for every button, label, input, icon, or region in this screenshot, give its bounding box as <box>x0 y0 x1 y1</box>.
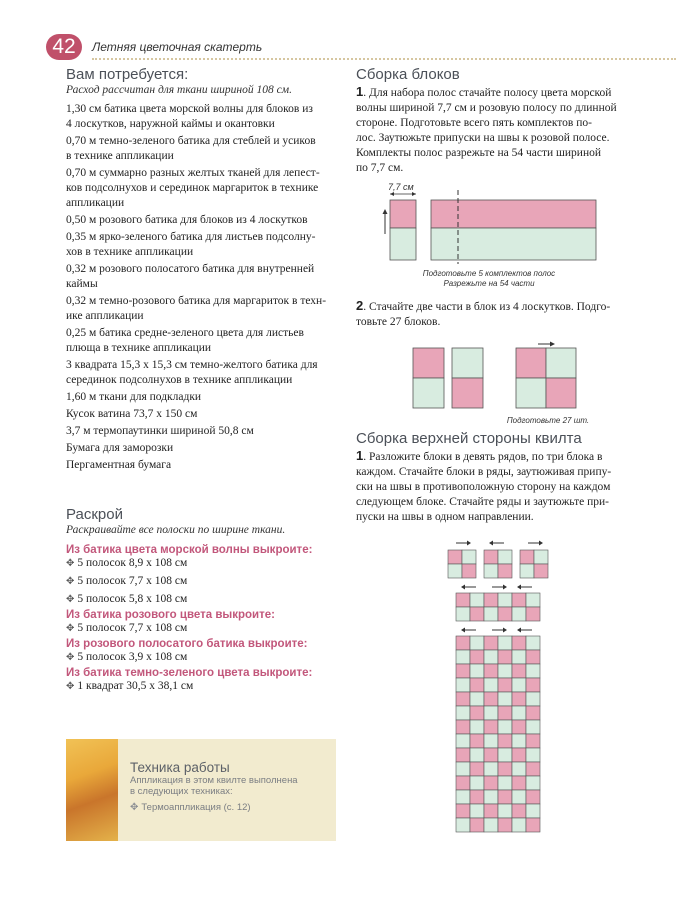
quilt-patch <box>456 664 470 678</box>
header-rule <box>92 58 676 60</box>
quilt-patch <box>520 564 534 578</box>
arrow-icon <box>503 585 507 590</box>
quilt-patch <box>498 776 512 790</box>
quilt-patch <box>484 762 498 776</box>
bullet-icon: ✥ <box>66 623 75 634</box>
quilt-patch <box>498 748 512 762</box>
quilt-patch <box>448 550 462 564</box>
patch-pink <box>413 348 444 378</box>
quilt-patch <box>498 762 512 776</box>
quilt-patch <box>498 636 512 650</box>
quilt-patch <box>456 650 470 664</box>
arrow-icon <box>539 541 543 546</box>
strip-pink <box>431 200 596 228</box>
quilt-patch <box>526 804 540 818</box>
quilt-patch <box>456 593 470 607</box>
material-item: 1,30 см батика цвета морской волны для блоков из 4 лоскутков, наружной каймы и окантовки <box>66 103 313 130</box>
quilt-patch <box>456 636 470 650</box>
quilt-patch <box>470 706 484 720</box>
cutting-group-head: Из батика розового цвета выкроите: <box>66 609 275 621</box>
four-patch-diagram <box>410 340 590 430</box>
arrow-icon <box>383 209 388 214</box>
strip-mint <box>431 228 596 260</box>
bullet-icon: ✥ <box>66 576 75 587</box>
quilt-patch <box>498 720 512 734</box>
arrow-icon <box>467 541 471 546</box>
quilt-patch <box>484 664 498 678</box>
material-item: 0,32 м темно-розового батика для маргариток в техн- ике аппликации <box>66 295 327 322</box>
quilt-patch <box>456 678 470 692</box>
quilt-patch <box>484 607 498 621</box>
bullet-icon: ✥ <box>66 652 75 663</box>
quilt-patch <box>498 664 512 678</box>
material-item: 3 квадрата 15,3 x 15,3 см темно-желтого батика для серединок подсолнухов в технике аппликации <box>66 359 318 386</box>
quilt-patch <box>526 636 540 650</box>
quilt-patch <box>456 790 470 804</box>
quilt-patch <box>484 790 498 804</box>
quilt-patch <box>484 804 498 818</box>
quilt-patch <box>470 607 484 621</box>
page-number-badge: 42 <box>46 34 82 60</box>
quilt-patch <box>456 706 470 720</box>
quilt-patch <box>512 607 526 621</box>
quilt-patch <box>498 650 512 664</box>
patch-mint <box>413 378 444 408</box>
arrow-icon <box>517 628 521 633</box>
quilt-patch <box>470 762 484 776</box>
quilt-patch <box>512 790 526 804</box>
cutting-item: ✥ 5 полосок 7,7 x 108 см <box>66 575 188 587</box>
quilt-patch <box>484 748 498 762</box>
quilt-patch <box>470 692 484 706</box>
quilt-patch <box>512 650 526 664</box>
quilt-patch <box>526 664 540 678</box>
cutting-group-head: Из батика цвета морской волны выкроите: <box>66 544 313 556</box>
quilt-patch <box>470 804 484 818</box>
cutting-group-head: Из батика темно-зеленого цвета выкроите: <box>66 667 313 679</box>
cutting-item: ✥ 5 полосок 5,8 x 108 см <box>66 593 188 605</box>
quilt-patch <box>470 818 484 832</box>
running-title: Летняя цветочная скатерть <box>92 40 263 54</box>
quilt-patch <box>512 720 526 734</box>
arrow-icon <box>390 192 394 196</box>
quilt-patch <box>498 734 512 748</box>
arrow-icon <box>461 628 465 633</box>
quilt-patch <box>498 593 512 607</box>
quilt-patch <box>470 636 484 650</box>
arrow-icon <box>461 585 465 590</box>
quilt-patch <box>498 550 512 564</box>
quilt-patch <box>526 748 540 762</box>
quilt-patch <box>512 692 526 706</box>
quilt-patch <box>512 664 526 678</box>
diagram2-caption: Подготовьте 27 шт. <box>506 416 590 425</box>
patch-pink <box>452 378 483 408</box>
quilt-patch <box>512 706 526 720</box>
block-pink <box>516 348 546 378</box>
quilt-patch <box>498 607 512 621</box>
quilt-patch <box>498 804 512 818</box>
quilt-patch <box>534 564 548 578</box>
strip-mint-piece <box>390 228 416 260</box>
quilt-patch <box>526 734 540 748</box>
material-item: 3,7 м термопаутинки шириной 50,8 см <box>66 425 254 437</box>
quilt-patch <box>456 804 470 818</box>
quilt-patch <box>526 607 540 621</box>
arrow-icon <box>489 541 493 546</box>
quilt-patch <box>470 593 484 607</box>
quilt-patch <box>512 636 526 650</box>
quilt-patch <box>526 650 540 664</box>
quilt-patch <box>526 790 540 804</box>
quilt-patch <box>456 818 470 832</box>
quilt-patch <box>512 593 526 607</box>
cutting-item: ✥ 5 полосок 7,7 x 108 см <box>66 622 188 634</box>
quilt-patch <box>462 564 476 578</box>
material-item: 0,35 м ярко-зеленого батика для листьев подсолну- хов в технике аппликации <box>66 231 316 258</box>
quilt-patch <box>534 550 548 564</box>
diagram1-caption-2: Разрежьте на 54 части <box>443 279 535 288</box>
quilt-patch <box>456 776 470 790</box>
technique-item: ✥ Термоаппликация (с. 12) <box>130 802 251 813</box>
quilt-patch <box>470 678 484 692</box>
cutting-list <box>66 544 342 694</box>
material-item: 1,60 м ткани для подкладки <box>66 391 202 403</box>
quilt-patch <box>448 564 462 578</box>
material-item: 0,70 м темно-зеленого батика для стеблей и усиков в технике аппликации <box>66 135 316 162</box>
block-mint <box>516 378 546 408</box>
materials-title: Вам потребуется: <box>66 66 189 83</box>
materials-note: Расход рассчитан для ткани шириной 108 см. <box>66 84 292 96</box>
quilt-patch <box>484 734 498 748</box>
quilt-patch <box>526 678 540 692</box>
quilt-patch <box>526 776 540 790</box>
material-item: Бумага для заморозки <box>66 442 174 454</box>
block-pink <box>546 378 576 408</box>
cutting-group-head: Из розового полосатого батика выкроите: <box>66 638 308 650</box>
quilt-patch <box>520 550 534 564</box>
quilt-patch <box>484 706 498 720</box>
quilt-patch <box>484 636 498 650</box>
quilt-patch <box>456 762 470 776</box>
quilt-patch <box>456 692 470 706</box>
quilt-patch <box>456 748 470 762</box>
technique-title: Техника работы <box>130 760 230 775</box>
quilt-patch <box>484 720 498 734</box>
quilt-patch <box>470 790 484 804</box>
quilt-patch <box>484 678 498 692</box>
arrow-icon <box>412 192 416 196</box>
quilt-patch <box>512 678 526 692</box>
material-item: Кусок ватина 73,7 x 150 см <box>66 408 198 420</box>
diagram1-caption-1: Подготовьте 5 комплектов полос <box>422 269 556 278</box>
quilt-patch <box>484 818 498 832</box>
step-number: 1 <box>356 448 364 463</box>
quilt-patch <box>498 790 512 804</box>
top-title: Сборка верхней стороны квилта <box>356 430 582 447</box>
quilt-patch <box>512 762 526 776</box>
quilt-patch <box>498 818 512 832</box>
technique-text: Аппликация в этом квилте выполнена в следующих техниках: <box>130 775 298 797</box>
quilt-patch <box>484 692 498 706</box>
quilt-patch <box>484 650 498 664</box>
quilt-patch <box>498 692 512 706</box>
bullet-icon: ✥ <box>66 558 75 569</box>
material-item: Пергаментная бумага <box>66 459 172 471</box>
quilt-patch <box>470 748 484 762</box>
material-item: 0,25 м батика средне-зеленого цвета для листьев плюща в технике аппликации <box>66 327 304 354</box>
quilt-layout-diagram <box>440 538 580 878</box>
material-item: 0,50 м розового батика для блоков из 4 лоскутков <box>66 214 308 226</box>
quilt-patch <box>526 593 540 607</box>
quilt-patch <box>484 550 498 564</box>
bullet-icon: ✥ <box>130 802 139 813</box>
quilt-patch <box>470 734 484 748</box>
strip-set-diagram <box>378 180 603 290</box>
quilt-patch <box>470 650 484 664</box>
cutting-item: ✥ 5 полосок 3,9 x 108 см <box>66 651 188 663</box>
blocks-step1: 1. Для набора полос стачайте полосу цвета морской волны шириной 7,7 см и розовую полосу по длинной стороне. Подготовьте всего пять комплектов по- лос. Заутюжьте припуски на швы к розовой полосе. Комплекты полос разрежьте на 54 части шириной по 7,7 см. <box>356 84 617 174</box>
blocks-step2: 2. Стачайте две части в блок из 4 лоскутков. Подго- товьте 27 блоков. <box>356 298 611 328</box>
quilt-patch <box>484 593 498 607</box>
quilt-patch <box>456 720 470 734</box>
top-step1: 1. Разложите блоки в девять рядов, по три блока в каждом. Стачайте блоки в ряды, заутюживая припу- ски на швы в противоположную сторону на каждом следующем блоке. Стачайте ряды и заутюжьте при- пуски на швы в одном направлении. <box>356 448 612 523</box>
quilt-patch <box>526 720 540 734</box>
arrow-icon <box>503 628 507 633</box>
cutting-note: Раскраивайте все полоски по ширине ткани. <box>66 524 286 536</box>
blocks-title: Сборка блоков <box>356 66 460 83</box>
quilt-patch <box>498 706 512 720</box>
quilt-patch <box>498 678 512 692</box>
cutting-item: ✥ 1 квадрат 30,5 x 38,1 см <box>66 680 194 692</box>
quilt-patch <box>512 748 526 762</box>
bullet-icon: ✥ <box>66 594 75 605</box>
strip-width-label: 7,7 см <box>388 182 414 192</box>
quilt-patch <box>462 550 476 564</box>
quilt-patch <box>512 818 526 832</box>
quilt-patch <box>526 762 540 776</box>
quilt-patch <box>526 692 540 706</box>
quilt-patch <box>484 564 498 578</box>
cutting-item: ✥ 5 полосок 8,9 x 108 см <box>66 557 188 569</box>
material-item: 0,32 м розового полосатого батика для внутренней каймы <box>66 263 315 290</box>
sunflower-photo <box>66 739 118 841</box>
step-number: 2 <box>356 298 364 313</box>
block-mint <box>546 348 576 378</box>
quilt-patch <box>498 564 512 578</box>
quilt-patch <box>512 776 526 790</box>
quilt-patch <box>512 734 526 748</box>
quilt-patch <box>456 607 470 621</box>
cutting-title: Раскрой <box>66 506 123 523</box>
quilt-patch <box>526 706 540 720</box>
quilt-patch <box>526 818 540 832</box>
quilt-patch <box>470 664 484 678</box>
step-number: 1 <box>356 84 364 99</box>
patch-mint <box>452 348 483 378</box>
quilt-patch <box>456 734 470 748</box>
arrow-icon <box>550 342 555 347</box>
quilt-patch <box>484 776 498 790</box>
materials-list <box>66 102 342 475</box>
quilt-patch <box>512 804 526 818</box>
material-item: 0,70 м суммарно разных желтых тканей для лепест- ков подсолнухов и серединок маргариток в технике аппликации <box>66 167 320 209</box>
arrow-icon <box>517 585 521 590</box>
bullet-icon: ✥ <box>66 681 75 692</box>
quilt-patch <box>470 776 484 790</box>
strip-pink-piece <box>390 200 416 228</box>
quilt-patch <box>470 720 484 734</box>
